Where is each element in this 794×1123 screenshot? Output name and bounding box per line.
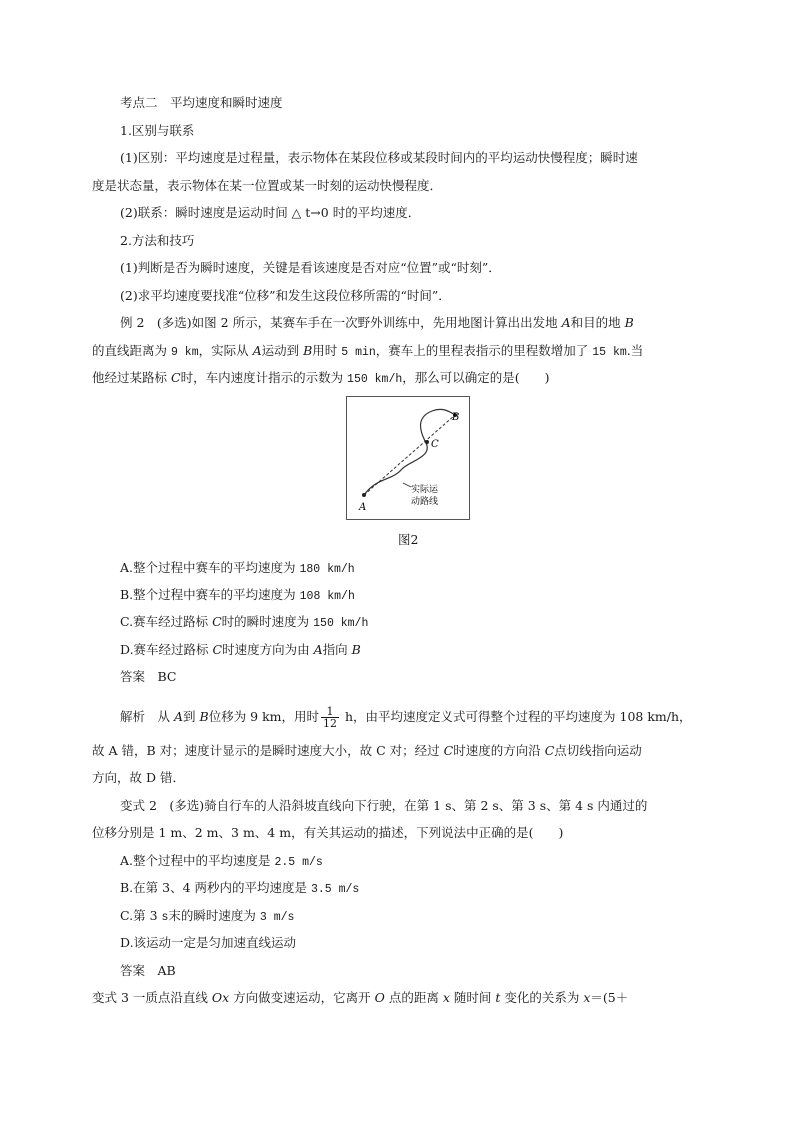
point-c: [425, 440, 429, 444]
option-b: B.整个过程中赛车的平均速度为 108 km/h: [120, 587, 355, 603]
example-2-line-1: 例 2 (多选)如图 2 所示，某赛车手在一次野外训练中，先用地图计算出出发地 A和目的地 B: [120, 315, 634, 330]
text-connection: (2)联系：瞬时速度是运动时间 △ t→0 时的平均速度．: [120, 205, 421, 220]
heading-methods: 2.方法和技巧: [120, 233, 195, 248]
variant-2-option-a: A.整个过程中的平均速度是 2.5 m/s: [120, 853, 323, 869]
heading-difference: 1.区别与联系: [120, 123, 195, 138]
variant-2-option-b: B.在第 3、4 两秒内的平均速度是 3.5 m/s: [120, 880, 360, 896]
fraction-1-12: $\frac{1}{12}$: [323, 705, 338, 730]
text-method-1: (1)判断是否为瞬时速度，关键是看该速度是否对应“位置”或“时刻”．: [120, 260, 501, 275]
example-2-line-3: 他经过某路标 C时，车内速度计指示的示数为 150 km/h，那么可以确定的是( ): [92, 370, 550, 386]
variant-2-line-1: 变式 2 (多选)骑自行车的人沿斜坡直线向下行驶，在第 1 s、第 2 s、第 3 s、第 4 s 内通过的: [120, 798, 648, 813]
label-track-1: 实际运: [411, 485, 439, 495]
label-track-2: 动路线: [411, 497, 439, 507]
variant-3-line-1: 变式 3 一质点沿直线 Ox 方向做变速运动，它离开 O 点的距离 x 随时间 t 变化的关系为 x＝(5＋: [92, 990, 629, 1005]
point-a: [362, 493, 366, 497]
text-difference-1: (1)区别：平均速度是过程量，表示物体在某段位移或某段时间内的平均运动快慢程度；瞬时速: [120, 150, 638, 165]
figure-2-track: [346, 396, 470, 520]
leader-line: [403, 483, 411, 487]
option-d: D.赛车经过路标 C时速度方向为由 A指向 B: [120, 642, 361, 657]
example-2-line-2: 的直线距离为 9 km，实际从 A运动到 B用时 5 min，赛车上的里程表指示的里程数增加了 15 km.当: [92, 343, 644, 359]
variant-2-option-d: D.该运动一定是匀加速直线运动: [120, 935, 297, 950]
figure-caption: 图2: [398, 532, 419, 547]
track-diagram: [347, 397, 469, 519]
label-c: C: [431, 439, 439, 450]
solution-line-2: 故 A 错，B 对；速度计显示的是瞬时速度大小，故 C 对；经过 C时速度的方向沿 C点切线指向运动: [92, 743, 642, 758]
solution-line-1: 解析 从 A到 B位移为 9 km，用时 $\frac{1}{12}$ h，由平均速度定义式可得整个过程的平均速度为 108 km/h，: [120, 705, 692, 730]
option-a: A.整个过程中赛车的平均速度为 180 km/h: [120, 560, 355, 576]
answer-example-2: 答案 BC: [120, 669, 177, 684]
label-a: A: [359, 502, 367, 513]
variant-2-option-c: C.第 3 s末的瞬时速度为 3 m/s: [120, 908, 295, 924]
text-method-2: (2)求平均速度要找准“位移”和发生这段位移所需的“时间”．: [120, 288, 451, 303]
variant-2-line-2: 位移分别是 1 m、2 m、3 m、4 m，有关其运动的描述，下列说法中正确的是( ): [92, 825, 564, 840]
text-difference-2: 度是状态量，表示物体在某一位置或某一时刻的运动快慢程度．: [92, 178, 443, 193]
label-b: B: [452, 412, 460, 423]
solution-line-3: 方向，故 D 错．: [92, 770, 185, 785]
option-c: C.赛车经过路标 C时的瞬时速度为 150 km/h: [120, 614, 369, 630]
actual-path: [364, 409, 455, 495]
answer-variant-2: 答案 AB: [120, 963, 176, 978]
section-title: 考点二 平均速度和瞬时速度: [120, 95, 283, 110]
